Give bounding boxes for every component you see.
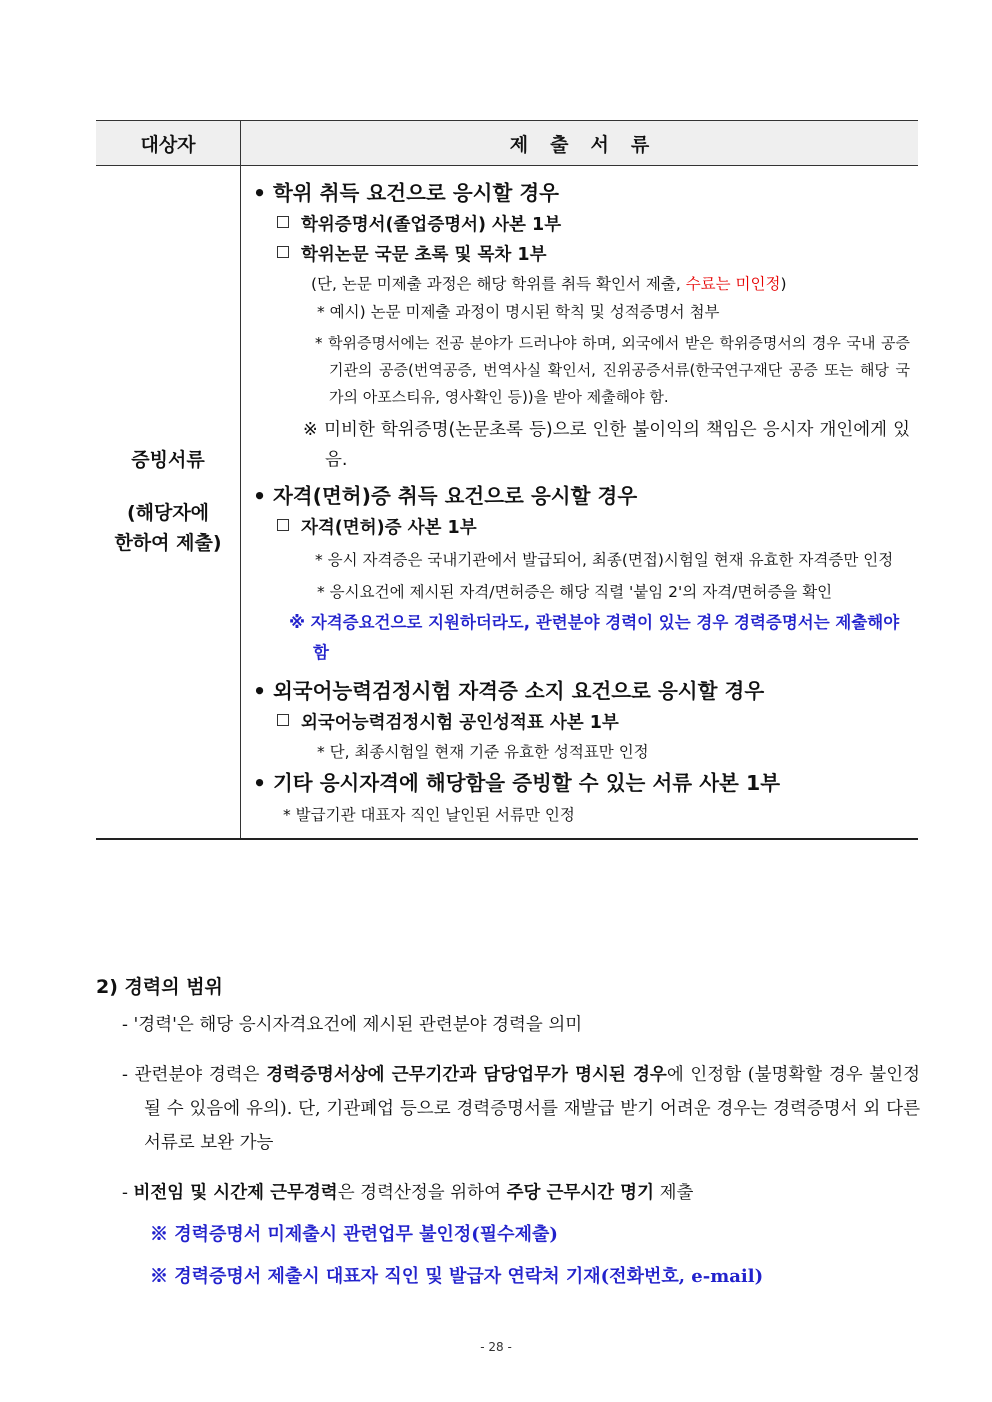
category-line3: 한하여 제출) <box>114 532 222 555</box>
documents-table <box>96 120 918 840</box>
language-item1: 외국어능력검정시험 공인성적표 사본 1부 <box>253 708 910 738</box>
bullet-icon: • <box>253 484 267 508</box>
square-bullet-icon <box>277 246 289 258</box>
career-p2: - 관련분야 경력은 경력증명서상에 근무기간과 담당업무가 명시된 경우에 인정함 (불명확할 경우 불인정될 수 있음에 유의). 단, 기관폐업 등으로 경력증명서를 재발급 받기 어려운 경우는 경력증명서 외 다른 서류로 보완 가능 <box>122 1065 921 1153</box>
degree-item2: 학위논문 국문 초록 및 목차 1부 <box>253 240 910 270</box>
header-target: 대상자 <box>96 121 241 166</box>
bullet-icon: • <box>253 771 267 795</box>
degree-example: * 예시) 논문 미제출 과정이 명시된 학칙 및 성적증명서 첨부 <box>317 303 720 321</box>
license-item1: 자격(면허)증 사본 1부 <box>253 513 910 543</box>
table-header-row <box>96 121 918 166</box>
career-p3-bold1: 비전임 및 시간제 근무경력 <box>133 1183 338 1203</box>
career-p1: - '경력'은 해당 응시자격요건에 제시된 관련분야 경력을 의미 <box>122 1015 583 1035</box>
career-blue-note1: ※ 경력증명서 미제출시 관련업무 불인정(필수제출) <box>150 1224 558 1245</box>
section-other-title: • 기타 응시자격에 해당함을 증빙할 수 있는 서류 사본 1부 <box>253 766 910 800</box>
not-accepted-text: 수료는 미인정 <box>685 275 781 293</box>
career-p3-bold2: 주당 근무시간 명기 <box>506 1183 654 1203</box>
documents-cell <box>241 166 919 840</box>
language-note1: * 단, 최종시험일 현재 기준 유효한 성적표만 인정 <box>317 743 649 761</box>
license-note1: * 응시 자격증은 국내기관에서 발급되어, 최종(면접)시험일 현재 유효한 자격증만 인정 <box>315 551 894 569</box>
category-cell <box>96 166 241 840</box>
degree-note: (단, 논문 미제출 과정은 해당 학위를 취득 확인서 제출, 수료는 미인정) <box>311 275 787 293</box>
degree-item1: 학위증명서(졸업증명서) 사본 1부 <box>253 210 910 240</box>
career-p2-bold: 경력증명서상에 근무기간과 담당업무가 명시된 경우 <box>266 1065 667 1085</box>
page-number: - 28 - <box>480 1340 512 1354</box>
section-degree-title: • 학위 취득 요건으로 응시할 경우 <box>253 176 910 210</box>
section-license-title: • 자격(면허)증 취득 요건으로 응시할 경우 <box>253 479 910 513</box>
header-documents: 제출서류 <box>241 121 919 166</box>
career-blue-note2: ※ 경력증명서 제출시 대표자 직인 및 발급자 연락처 기재(전화번호, e-mail) <box>150 1266 764 1287</box>
square-bullet-icon <box>277 216 289 228</box>
category-line1: 증빙서류 <box>131 449 205 472</box>
license-note2: * 응시요건에 제시된 자격/면허증은 해당 직렬 '붙임 2'의 자격/면허증을 확인 <box>317 583 833 601</box>
square-bullet-icon <box>277 519 289 531</box>
degree-disclaimer: ※ 미비한 학위증명(논문초록 등)으로 인한 불이익의 책임은 응시자 개인에게 있음. <box>303 420 910 470</box>
category-line2: (해당자에 <box>126 501 210 524</box>
degree-foreign-note: * 학위증명서에는 전공 분야가 드러나야 하며, 외국에서 받은 학위증명서의 경우 국내 공증기관의 공증(번역공증, 번역사실 확인서, 진위공증서류(한국연구재단 공증 또는 해당 국가의 아포스티유, 영사확인 등))을 받아 제출해야 함. <box>315 334 910 406</box>
table-row <box>96 166 918 840</box>
section-language-title: • 외국어능력검정시험 자격증 소지 요건으로 응시할 경우 <box>253 674 910 708</box>
bullet-icon: • <box>253 679 267 703</box>
bullet-icon: • <box>253 181 267 205</box>
career-p3: - 비전임 및 시간제 근무경력은 경력산정을 위하여 주당 근무시간 명기 제출 <box>122 1183 694 1203</box>
career-heading: 2) 경력의 범위 <box>96 976 223 998</box>
license-blue-note: ※ 자격증요건으로 지원하더라도, 관련분야 경력이 있는 경우 경력증명서는 제출해야 함 <box>289 613 900 662</box>
square-bullet-icon <box>277 714 289 726</box>
other-note1: * 발급기관 대표자 직인 날인된 서류만 인정 <box>283 806 575 824</box>
